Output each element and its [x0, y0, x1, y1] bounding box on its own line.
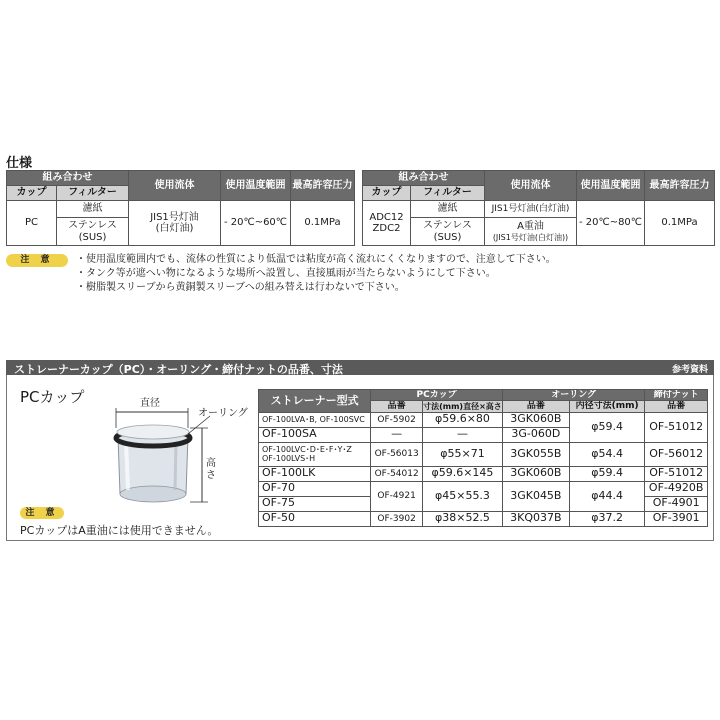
- caution-text: PCカップはA重油には使用できません。: [20, 524, 219, 537]
- section-title: ストレーナーカップ（PC）・オーリング・締付ナットの品番、寸法: [14, 363, 343, 376]
- cell-nut-part: OF-51012: [645, 466, 708, 481]
- cell-model: OF-100LVA･B, OF-100SVC: [259, 412, 371, 427]
- cell-cup-part: OF-3902: [371, 511, 423, 526]
- cell-fluid: [129, 201, 221, 246]
- cell-cup-dim: φ45×55.3: [423, 481, 503, 511]
- cell-model: OF-70: [259, 481, 371, 496]
- note-item: ・タンク等が遮へい物になるような場所へ設置し、直接風雨が当たらないようにして下さい。: [76, 268, 496, 279]
- cell-filter-paper: 濾紙: [57, 201, 129, 218]
- cell-cup-part: OF-54012: [371, 466, 423, 481]
- header-pressure: 最高許容圧力: [645, 171, 715, 201]
- cell-nut-part: OF-56012: [645, 442, 708, 466]
- fluid2-line-2: (JIS1号灯油(白灯油)): [492, 232, 569, 242]
- header-combination: 組み合わせ: [7, 171, 129, 186]
- cell-oring-dim: φ59.4: [569, 466, 645, 481]
- cell-model: OF-100LK: [259, 466, 371, 481]
- header-filter: フィルター: [57, 186, 129, 201]
- parts-table: [258, 389, 708, 527]
- filter-sus-line-2: (SUS): [78, 231, 107, 243]
- cell-nut-part: OF-51012: [645, 412, 708, 442]
- caution-badge: 注 意: [20, 507, 64, 519]
- table-row: [259, 412, 708, 427]
- header-temp: 使用温度範囲: [577, 171, 645, 201]
- header-fluid: 使用流体: [129, 171, 221, 201]
- label-height: 高さ: [206, 458, 216, 481]
- cell-oring-dim: φ59.4: [569, 412, 645, 442]
- cell-fluid-1: JIS1号灯油(白灯油): [485, 201, 577, 218]
- header-oring-dim: 内径寸法(mm): [569, 401, 645, 412]
- spec-table-right: [362, 170, 715, 246]
- cell-temp: - 20℃~60℃: [221, 201, 291, 246]
- header-nut: 締付ナット: [645, 390, 708, 401]
- cup-line-2: ZDC2: [372, 223, 401, 234]
- label-diameter: 直径: [140, 398, 160, 409]
- cell-cup: PC: [7, 201, 57, 246]
- cell-cup-part: OF-56013: [371, 442, 423, 466]
- cell-nut-part: OF-4901: [645, 496, 708, 511]
- pc-cup-title: PCカップ: [20, 388, 85, 406]
- cell-filter-sus: [57, 218, 129, 246]
- header-oring-part: 品番: [502, 401, 569, 412]
- cell-oring-dim: φ37.2: [569, 511, 645, 526]
- cell-model: [259, 442, 371, 466]
- header-filter: フィルター: [411, 186, 485, 201]
- table-row: [259, 511, 708, 526]
- header-oring: オーリング: [502, 390, 644, 401]
- caution-badge: 注 意: [6, 254, 68, 267]
- model-line-2: OF-100LVS･H: [262, 454, 316, 464]
- cell-cup-dim: φ38×52.5: [423, 511, 503, 526]
- cell-filter-sus: [411, 218, 485, 246]
- cell-cup-dim: φ55×71: [423, 442, 503, 466]
- cell-nut-part: OF-4920B: [645, 481, 708, 496]
- filter-sus-line-1: ステンレス: [423, 220, 472, 231]
- cell-cup-part: —: [371, 427, 423, 442]
- notes-list: [76, 253, 556, 295]
- note-item: ・樹脂製スリーブから黄銅製スリーブへの組み替えは行わないで下さい。: [76, 282, 405, 293]
- cell-cup-dim: φ59.6×145: [423, 466, 503, 481]
- cell-oring-part: 3GK060B: [502, 412, 569, 427]
- cell-oring-part: 3GK045B: [502, 481, 569, 511]
- cell-cup-dim: —: [423, 427, 503, 442]
- model-line-1: OF-100LVC･D･E･F･Y･Z: [262, 445, 352, 454]
- reference-label: 参考資料: [671, 365, 708, 375]
- header-cup: カップ: [363, 186, 411, 201]
- cell-model: OF-75: [259, 496, 371, 511]
- section-header: [6, 360, 714, 375]
- header-pressure: 最高許容圧力: [291, 171, 355, 201]
- cell-oring-part: 3KQ037B: [502, 511, 569, 526]
- cell-cup-part: OF-4921: [371, 481, 423, 511]
- cell-oring-part: 3GK060B: [502, 466, 569, 481]
- filter-sus-line-1: ステンレス: [68, 220, 117, 231]
- fluid-line-1: JIS1号灯油: [150, 211, 199, 223]
- table-row: [259, 442, 708, 466]
- cell-cup-dim: φ59.6×80: [423, 412, 503, 427]
- cell-oring-dim: φ54.4: [569, 442, 645, 466]
- cell-filter-paper: 濾紙: [411, 201, 485, 218]
- fluid-line-2: (白灯油): [155, 223, 194, 234]
- header-nut-part: 品番: [645, 401, 708, 412]
- header-cup-dim: 寸法(mm)直径×高さ: [423, 401, 502, 411]
- cell-cup-part: OF-5902: [371, 412, 423, 427]
- cup-line-1: ADC12: [369, 211, 404, 223]
- header-combination: 組み合わせ: [363, 171, 485, 186]
- cell-pressure: 0.1MPa: [291, 201, 355, 246]
- filter-sus-line-2: (SUS): [433, 231, 462, 243]
- cell-oring-part: 3GK055B: [502, 442, 569, 466]
- header-temp: 使用温度範囲: [221, 171, 291, 201]
- cell-model: OF-100SA: [259, 427, 371, 442]
- label-oring: オーリング: [198, 408, 248, 419]
- cell-pressure: 0.1MPa: [645, 201, 715, 246]
- header-fluid: 使用流体: [485, 171, 577, 201]
- table-row: [259, 481, 708, 496]
- header-cup: カップ: [7, 186, 57, 201]
- fluid2-line-1: A重油: [517, 221, 544, 233]
- spec-title: 仕様: [6, 156, 33, 171]
- cell-nut-part: OF-3901: [645, 511, 708, 526]
- cell-fluid-2: [485, 218, 577, 246]
- cell-model: OF-50: [259, 511, 371, 526]
- header-pc-cup: PCカップ: [371, 390, 503, 401]
- header-model: ストレーナー型式: [259, 390, 371, 413]
- spec-table-left: [6, 170, 355, 246]
- cell-cup: [363, 201, 411, 246]
- cell-temp: - 20℃~80℃: [577, 201, 645, 246]
- cell-oring-part: 3G-060D: [502, 427, 569, 442]
- cell-oring-dim: φ44.4: [569, 481, 645, 511]
- table-row: [259, 466, 708, 481]
- header-cup-part: 品番: [371, 401, 423, 412]
- note-item: ・使用温度範囲内でも、流体の性質により低温では粘度が高く流れにくくなりますので、注意して下さい。: [76, 254, 556, 265]
